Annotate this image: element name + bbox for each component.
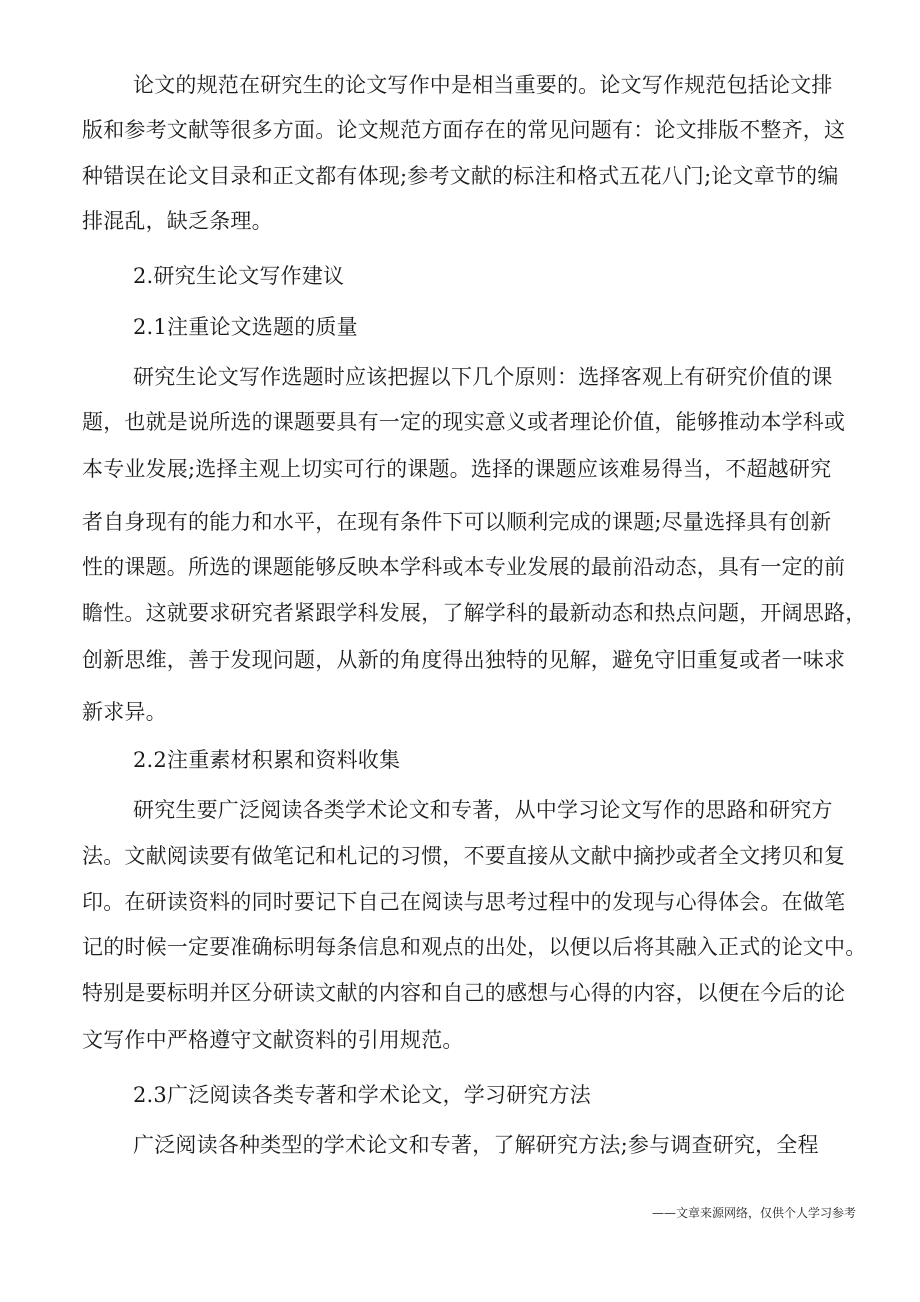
- subsection-heading: 2.2注重素材积累和资料收集: [133, 748, 401, 772]
- text-line: 种错误在论文目录和正文都有体现;参考文献的标注和格式五花八门;论文章节的编: [82, 164, 839, 188]
- text-line: 记的时候一定要准确标明每条信息和观点的出处，以便以后将其融入正式的论文中。: [82, 935, 867, 959]
- text-line: 排混乱，缺乏条理。: [82, 209, 273, 233]
- text-line: 研究生要广泛阅读各类学术论文和专著，从中学习论文写作的思路和研究方: [133, 798, 833, 822]
- text-line: 文写作中严格遵守文献资料的引用规范。: [82, 1028, 464, 1052]
- source-footer-note: ——文章来源网络，仅供个人学习参考: [651, 1206, 856, 1220]
- text-line: 本专业发展;选择主观上切实可行的课题。选择的课题应该难易得当，不超越研究: [82, 457, 832, 481]
- text-line: 广泛阅读各种类型的学术论文和专著，了解研究方法;参与调查研究，全程: [133, 1133, 819, 1157]
- subsection-heading: 2.3广泛阅读各类专著和学术论文，学习研究方法: [133, 1083, 591, 1107]
- text-line: 特别是要标明并区分研读文献的内容和自己的感想与心得的内容，以便在今后的论: [82, 981, 846, 1005]
- text-line: 版和参考文献等很多方面。论文规范方面存在的常见问题有：论文排版不整齐，这: [82, 118, 846, 142]
- text-line: 论文的规范在研究生的论文写作中是相当重要的。论文写作规范包括论文排: [133, 73, 833, 97]
- text-line: 瞻性。这就要求研究者紧跟学科发展，了解学科的最新动态和热点问题，开阔思路，: [82, 601, 867, 625]
- text-line: 题，也就是说所选的课题要具有一定的现实意义或者理论价值，能够推动本学科或: [82, 410, 846, 434]
- text-line: 新求异。: [82, 700, 167, 724]
- section-heading: 2.研究生论文写作建议: [133, 264, 345, 288]
- text-line: 研究生论文写作选题时应该把握以下几个原则：选择客观上有研究价值的课: [133, 365, 833, 389]
- text-line: 者自身现有的能力和水平，在现有条件下可以顺利完成的课题;尽量选择具有创新: [82, 510, 832, 534]
- text-line: 创新思维，善于发现问题，从新的角度得出独特的见解，避免守旧重复或者一味求: [82, 648, 846, 672]
- text-line: 性的课题。所选的课题能够反映本学科或本专业发展的最前沿动态，具有一定的前: [82, 555, 846, 579]
- text-line: 印。在研读资料的同时要记下自己在阅读与思考过程中的发现与心得体会。在做笔: [82, 890, 846, 914]
- subsection-heading: 2.1注重论文选题的质量: [133, 315, 358, 339]
- text-line: 法。文献阅读要有做笔记和札记的习惯，不要直接从文献中摘抄或者全文拷贝和复: [82, 844, 846, 868]
